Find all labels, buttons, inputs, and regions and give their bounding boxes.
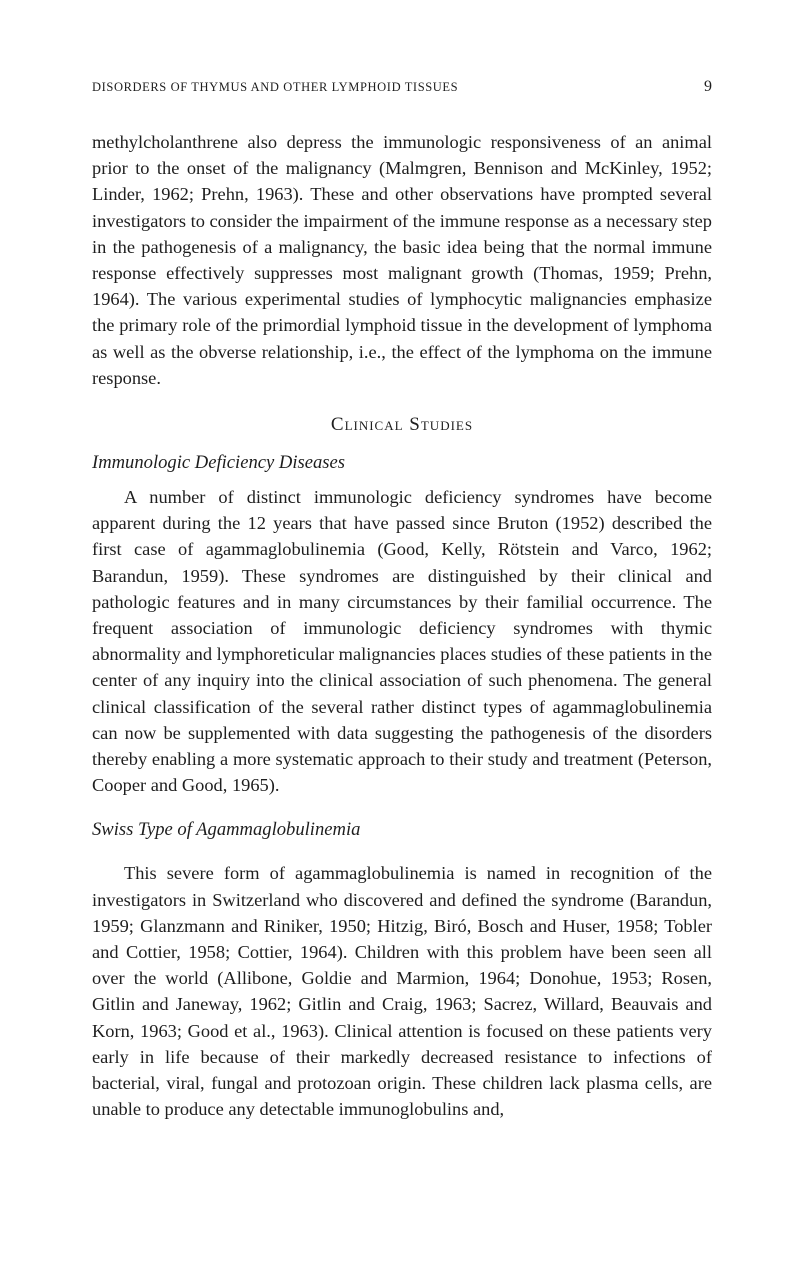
subsection-heading: Swiss Type of Agammaglobulinemia xyxy=(92,819,361,841)
running-title: DISORDERS OF THYMUS AND OTHER LYMPHOID TISSUES xyxy=(92,80,459,94)
page-number: 9 xyxy=(704,78,712,95)
running-header xyxy=(92,78,712,102)
paragraph-continued: methylcholanthrene also depress the immunologic responsiveness of an animal prior to the onset of the malignancy (Malmgren, Bennison and McKinley, 1952; Linder, 1962; Prehn, 1963). These and other observations have prompted several investigators to consider the impairment of the immune response as a necessary step in the pathogenesis of a malignancy, the basic idea being that the normal immune response effectively suppresses most malignant growth (Thomas, 1959; Prehn, 1964). The various experimental studies of lymphocytic malignancies emphasize the primary role of the primordial lymphoid tissue in the development of lymphoma as well as the obverse relationship, i.e., the effect of the lymphoma on the immune response. xyxy=(92,132,713,388)
subsection-heading: Immunologic Deficiency Diseases xyxy=(92,452,346,474)
page-content xyxy=(92,78,712,1123)
paragraph-swiss-type: This severe form of agammaglobulinemia is named in recognition of the investigators in Switzerland who discovered and defined the syndrome (Barandun, 1959; Glanzmann and Riniker, 1950; Hitzig, Biró, Bosch and Huser, 1958; Tobler and Cottier, 1958; Cottier, 1964). Children with this problem have been seen all over the world (Allibone, Goldie and Marmion, 1964; Donohue, 1953; Rosen, Gitlin and Janeway, 1962; Gitlin and Craig, 1963; Sacrez, Willard, Beauvais and Korn, 1963; Good et al., 1963). Clinical attention is focused on these patients very early in life because of their markedly decreased resistance to infections of bacterial, viral, fungal and protozoan origin. These children lack plasma cells, are unable to produce any detectable immunoglobulins and, xyxy=(92,863,712,1120)
section-heading: Clinical Studies xyxy=(330,414,474,436)
paragraph-immunologic-deficiency: A number of distinct immunologic deficiency syndromes have become apparent during the 12 years that have passed since Bruton (1952) described the first case of agammaglobulinemia (Good, Kelly, Rötstein and Varco, 1962; Barandun, 1959). These syndromes are distinguished by their clinical and pathologic features and in many circumstances by their familial occurrence. The frequent association of immunologic deficiency syndromes with thymic abnormality and lymphoreticular malignancies places studies of these patients in the center of any inquiry into the clinical association of such phenomena. The general clinical classification of the several rather distinct types of agammaglobulinemia can now be supplemented with data suggesting the pathogenesis of the disorders thereby enabling a more systematic approach to their study and treatment (Peterson, Cooper and Good, 1965). xyxy=(92,487,712,796)
